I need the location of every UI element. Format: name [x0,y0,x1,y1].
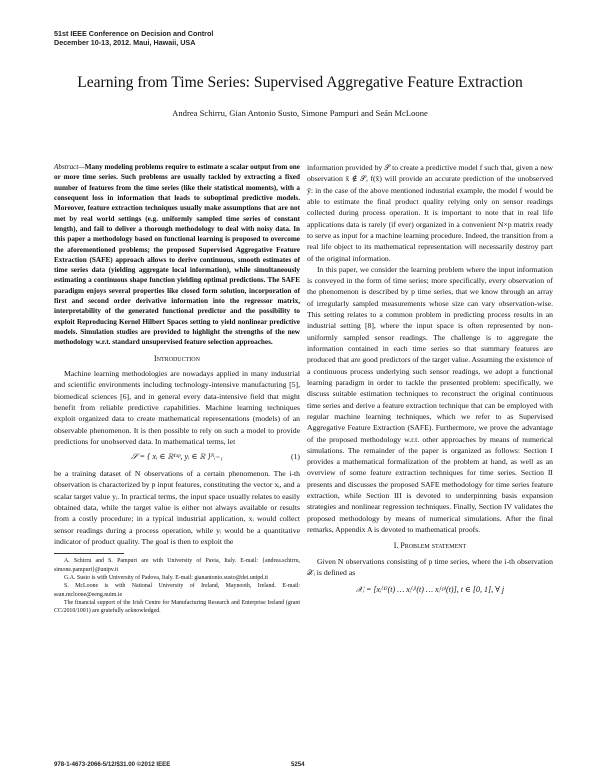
footnote-divider [54,553,124,554]
introduction-heading: Introduction [154,353,200,363]
abstract-text: Many modeling problems require to estimate a scalar output from one or more time series. Such problems are usually tackled by extracting a fixed number of features from the time series (like their statistical moments), with a consequent loss in information that leads to suboptimal predictive models. Moreover, feature extraction techniques usually make assumptions that are not met by real world settings (e.g. uniformly sampled time series of constant length), and fail to deliver a thorough methodology to deal with noisy data. In this paper a methodology based on functional learning is proposed to overcome the aforementioned problems; the proposed Supervised Aggregative Feature Extraction (SAFE) approach allows to derive continuous, smooth estimates of time series data (yielding aggregate local information), while simultaneously estimating a continuous shape function yielding optimal predictions. The SAFE paradigm enjoys several properties like closed form solution, incorporation of first and second order derivative information into the regressor matrix, interpretability of the generated functional predictor and the possibility to exploit Reproducing Kernel Hilbert Spaces setting to yield nonlinear predictive models. Simulation studies are provided to highlight the strengths of the new methodology w.r.t. standard unsupervised feature selection approaches. [54,163,300,347]
right-paragraph-3: Given N observations consisting of p time series, where the i-th observation 𝒳ᵢ is defined as [307,556,553,577]
conference-name: 51st IEEE Conference on Decision and Control [54,29,214,38]
right-column [307,162,553,596]
abstract [54,162,300,348]
right-paragraph-2: In this paper, we consider the learning problem where the input information is conveyed in the form of time series; more specifically, every observation of the phenomenon is described by p time series, that we know through an array of irregularly sampled measurements whose size can vary observation-wise. This setting relates to a common problem in predicting process results in an industrial setting [8], where the input space is often represented by non-uniformly sampled sensor readings. The challenge is to aggregate the information contained in each time series so that summary features are produced that are good predictors of the target value. Assuming the existence of a continuous process underlying such sensor readings, we adopt a functional learning paradigm in order to tackle the presented problem: specifically, we discuss suitable estimation techniques to reconstruct the original continuous time series and derive a feature extraction technique that can be employed with regular machine learning techniques, which we refer to as Supervised Aggregative Feature Extraction (SAFE). Furthermore, we prove the advantage of the proposed methodology w.r.t. other approaches by means of numerical simulations. The remainder of the paper is organized as follows: Section I provides a mathematical formalization of the problem at hand, as well as an overview of some feature extraction techniques for time series. Section II presents and discusses the proposed SAFE methodology for time series feature extraction, while Section III is devoted to underpinning basis expansion strategies and nonlinear regression techniques. Finally, Section IV validates the proposed methodology by means of numerical simulations. After the final remarks, Appendix A is devoted to mathematical proofs. [307,264,553,534]
abstract-lead: Abstract— [54,163,85,171]
left-column [54,162,300,615]
right-paragraph-1: information provided by 𝒮 to create a predictive model f such that, given a new observation x̃ ∉ 𝒮, f(x̃) will provide an accurate prediction of the unobserved ỹ: in the case of the above mentioned industrial example, the model f would be able to estimate the final product quality relying only on sensor readings collected during process operation. It is important to note that in real life applications data is rarely (if ever) organized in a convenient N×p matrix ready to serve as input for a machine learning procedure. Indeed, the transition from a real life object to its mathematical representation will necessarily destroy part of the original information. [307,163,553,263]
introduction-paragraph-1: Machine learning methodologies are nowadays applied in many industrial and scientific environments including technology-intensive manufacturing [5], biomedical sciences [6], and in general every data-intensive field that might benefit from reliable predictive capabilities. Machine learning techniques exploit organized data to create mathematical representations (models) of an observable phenomenon. It is then possible to rely on such a model to provide predictions for unobserved data. In mathematical terms, let [54,368,300,446]
page-number: 5254 [291,761,305,768]
footnote-affiliation-maynooth: S. McLoone is with National University of Ireland, Maynooth, Ireland. E-mail: sean.mcloone@eeng.nuim.ie [54,583,300,598]
introduction-paragraph-2: be a training dataset of N observations of a certain phenomenon. The i-th observation is characterized by p input features, constituting the vector xᵢ, and a scalar target value yᵢ. In practical terms, the input space usually relates to easily obtained data, while the target value is either not always available or results from a costly procedure; in a typical industrial application, xᵢ would collect sensor readings during a process operation, while yᵢ would be a quantitative indicator of product quality. The goal is then to exploit the [54,469,300,546]
equation-1-text: 𝒮 = { xᵢ ∈ ℝ¹ˣᵖ, yᵢ ∈ ℝ }ᴺᵢ₌₁ [131,452,223,462]
equation-1 [54,449,300,466]
paper-authors: Andrea Schirru, Gian Antonio Susto, Simone Pampuri and Seán McLoone [172,108,428,118]
footer-isbn: 978-1-4673-2066-5/12/$31.00 ©2012 IEEE [54,761,171,768]
footnotes [54,557,300,615]
problem-statement-heading: I. Problem statement [393,541,467,551]
paper-title: Learning from Time Series: Supervised Aggregative Feature Extraction [77,74,523,91]
footnote-affiliation-padova: G.A. Susto is with University of Padova, Italy. E-mail: gianantonio.susto@dei.unipd.it [64,574,268,581]
conference-header [54,29,213,47]
equation-2: 𝒳ᵢ = [xᵢ⁽¹⁾(t) … xᵢ⁽ʲ⁾(t) … xᵢ⁽ᵖ⁾(t)], t ∈ [0, 1], ∀ j [355,585,505,595]
footnote-funding: The financial support of the Irish Centre for Manufacturing Research and Enterprise Ireland (grant CC/2010/1001) are gratefully acknowledged. [54,599,300,615]
footnote-affiliation-pavia: A. Schirru and S. Pampuri are with University of Pavia, Italy. E-mail: {andrea.schirru, simone.pampuri}@unipv.it [54,558,300,573]
conference-date-location: December 10-13, 2012. Maui, Hawaii, USA [54,38,196,47]
equation-1-number: (1) [291,452,300,462]
